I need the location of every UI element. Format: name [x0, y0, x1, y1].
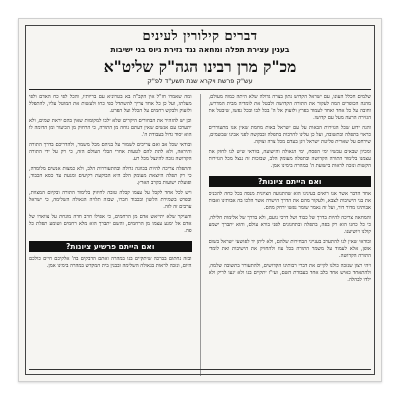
paragraph: ויהי רצון שנזכה כולנו לקיים את דברי רבותינו הקדושים, ולהתעורר בתשובה שלמה, ולהתאחד כאיש אחד בלב אחד בעבודת השם, ועי"ז יתקיים בנו ולא יגעו לריק ולא ילדו לבהלה. [208, 263, 371, 283]
paragraph: ויש לכל אחד לקבל על עצמו קבלה טובה לחיזוק בלימוד התורה ובקיום המצוות, ובפרט בשמירת הלשון ובכבוד חברו, שבזה תלויה הגאולה השלימה, כי ישראל ערבים זה לזה. [29, 190, 192, 210]
paragraph: ומכיון שבאים עכשיו ימי הפסח, ימי הגאולה והישועה, בוודאי שיש לנו לחזק את עצמנו בלימוד התורה הקדושה ובתפלה מעומק הלב, שבזכות זה ננצל מכל הגזירות הקשות ונזכה לראות בישועת ה' במהרה בימינו אמן. [208, 149, 371, 169]
header-rule [29, 89, 371, 90]
poster-subtitle: בענין עצירת תפלה ומחאה נגד גזירת גיוס בני ישיבות [110, 45, 290, 54]
paragraph: והנה ידוע שכל הגזירות הבאות על עם ישראל באות מחמת שאין אנו מתעוררים כראוי בתפלה ובתשובה, ועל כן עלינו להרבות בתפלה ובבקשה לפני אבינו שבשמים, שירחם על שארית פליטת ישראל ויגן בעדם מכל צרה וצוקה. [208, 125, 371, 145]
poster-dateline: עש"ק פרשת ויקרא שנת תשע"ד לפ"ק [147, 77, 253, 85]
paragraph: ובודאי שאין לנו להתערב בענייני הבחירות שלהם, ולא ליתן יד לפושעי ישראל בשום אופן, אלא לעמוד על משמר התורה בכל עוז ולהחזיק את הישיבות ואת לומדי התורה הקדושה. [208, 239, 371, 259]
paragraph: והעיקר שלא יתייאש אדם מן הרחמים, כי אפילו חרב חדה מונחת על צווארו של אדם אל ימנע עצמו מן הרחמים, והשם יתברך הוא מלא רחמים ושומע תפלת כל פה. [29, 214, 192, 234]
paragraph: והתפלה צריכה להיות בכוונה גדולה ובהתעוררות הלב, ולא כמצות אנשים מלומדה, כי רק תפלה היוצאת מעומק הלב היא הבוקעת רקיעים ומגעת עד כסא הכבוד, ופועלת ישועות בקרב הארץ. [29, 166, 192, 186]
column-left [29, 94, 192, 376]
text-columns [29, 94, 371, 376]
paragraph: שלמים חכלל העונו, עם ישראל הקדוש נתון בצרה גדולה שלא היתה כמוה מעולם, מהנה הכופרים המה לעקור את התורה הקדושה ולבטל את לומדיה מבית המדרש, וחובה על כל אחד ואחד לעמוד בפרץ ולזעוק אל ה' בכל לבו ובכל נפשו, שיבטל את הגזירה הרעה מעל עם קדושו. [208, 94, 371, 121]
paragraph: אחד הדבר אשר אנו רואים בעינינו הוא שהתנועה הציונית מנסה בכל כחה להכניס את בני הישיבות לצבא, ולעקור מהם את הדרך הישרה אשר הלכו בה אבותינו ואבות אבותינו מדור דור, ועל זה נאמר שומר נפשו ירחק מהם. [208, 191, 371, 211]
column-right [209, 94, 372, 376]
paragraph: ובזה נחתום בברכה שיתקיים בנו במהרה ואתם הדבקים בה' אלקיכם חיים כולכם היום, ונזכה לראות בגאולה השלימה ובבנין בית המקדש במהרה בימינו אמן. [29, 256, 192, 269]
paragraph: ובודאי שכל אב ואם צריכים לשמור על בניהם מכל משמר, ולהדריכם בדרך התורה והיראה, ולא לתת להם לטעות אחרי הבלי העולם הזה, כי רק על ידי התורה הקדושה נזכה להינצל מכל רע. [29, 142, 192, 162]
section-heading: ואם הייתם פרשיע ציונות? [29, 241, 192, 252]
section-heading: ואם הייתם ציונות? [209, 176, 372, 187]
column-divider [200, 94, 201, 376]
poster-sheet [18, 18, 382, 382]
paragraph: ומה שאמרו חז"ל אין הקב"ה בא בטרוניא עם בריותיו, והכל לפי כח האדם ולפי מעלתו, ועל כן כל אחד צריך להשתדל כפי כחו ולעשות את המוטל עליו, להתפלל ולזעוק ולבקש רחמים על הכלל ועל הפרט. [29, 94, 192, 114]
footer-rule [29, 369, 371, 373]
poster-kicker: דברים קילורין לעינים [142, 29, 258, 44]
poster-header [29, 29, 371, 86]
poster-title: מכ"ק מרן רבינו הגה"ק שליט"א [103, 57, 297, 76]
paragraph: וכן יש להזהיר את הבחורים היקרים שלא ילכו למקומות שאין בהם יראת שמים, ולא יתערבו עם אנשים שאין דעתם נוחה מן התורה, כי הרחוק מן הכיעור ומן הדומה לו הוא יסוד גדול בעבודת ה'. [29, 118, 192, 138]
paragraph: והמחאה צריכה להיות בדרך של כבוד ושל דרכי נועם, ולא בדרך של אלימות חלילה, כי כל כחנו הוא רק בפה, בתפלה ובתחנונים לפני בורא עולם, והוא יתברך ישמע קולנו ויושיענו. [208, 215, 371, 235]
